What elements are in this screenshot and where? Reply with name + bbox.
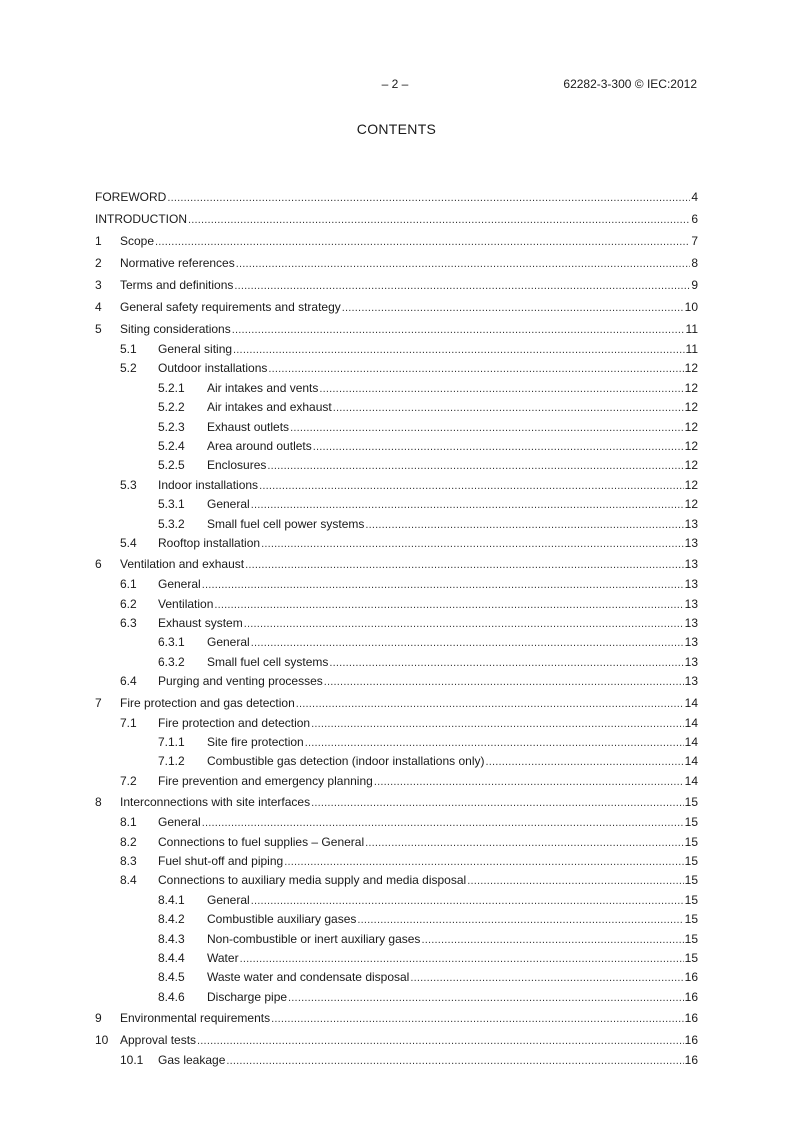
toc-dot-leader bbox=[259, 477, 684, 496]
toc-entry-page: 11 bbox=[685, 342, 698, 356]
toc-dot-leader bbox=[202, 814, 684, 833]
toc-entry-number: 8.2 bbox=[120, 834, 137, 849]
toc-entry[interactable] bbox=[95, 733, 698, 752]
toc-dot-leader bbox=[284, 853, 683, 872]
standard-identifier: 62282-3-300 © IEC:2012 bbox=[563, 77, 697, 91]
toc-dot-leader bbox=[467, 872, 683, 891]
toc-dot-leader bbox=[485, 753, 683, 772]
toc-dot-leader bbox=[244, 615, 684, 634]
toc-entry-label: INTRODUCTION bbox=[95, 212, 187, 226]
toc-entry-page: 13 bbox=[684, 596, 698, 611]
toc-entry-page: 16 bbox=[684, 1053, 698, 1068]
toc-entry-label: FOREWORD bbox=[95, 190, 167, 204]
toc-entry-page: 15 bbox=[684, 834, 698, 849]
toc-entry-label: Connections to fuel supplies – General bbox=[158, 834, 365, 849]
toc-entry-label: Fire prevention and emergency planning bbox=[158, 773, 373, 788]
toc-entry-number: 8.4 bbox=[120, 873, 137, 888]
toc-entry-number: 5.2.1 bbox=[158, 380, 185, 395]
toc-dot-leader bbox=[268, 360, 683, 379]
toc-entry[interactable] bbox=[95, 418, 698, 437]
toc-entry-label: Combustible auxiliary gases bbox=[207, 912, 357, 927]
toc-entry-number: 7.1.1 bbox=[158, 735, 185, 750]
toc-dot-leader bbox=[365, 834, 684, 853]
toc-entry[interactable] bbox=[95, 595, 698, 614]
toc-dot-leader bbox=[233, 341, 684, 360]
toc-dot-leader bbox=[251, 496, 684, 515]
toc-entry-number: 5.1 bbox=[120, 342, 137, 356]
toc-entry[interactable] bbox=[95, 340, 698, 359]
toc-entry-label: Fire protection and detection bbox=[158, 715, 311, 730]
toc-entry-page: 15 bbox=[684, 931, 698, 946]
toc-dot-leader bbox=[261, 535, 684, 554]
toc-entry-number: 5.3.2 bbox=[158, 516, 185, 531]
toc-entry-number: 2 bbox=[95, 256, 102, 270]
toc-entry-page: 13 bbox=[684, 577, 698, 592]
toc-entry-page: 10 bbox=[684, 300, 698, 314]
toc-entry-label: General siting bbox=[158, 342, 233, 356]
toc-entry-label: Terms and definitions bbox=[120, 278, 234, 292]
toc-entry-number: 8.4.5 bbox=[158, 970, 185, 985]
toc-entry-label: Ventilation bbox=[158, 596, 214, 611]
toc-entry[interactable] bbox=[95, 871, 698, 890]
toc-entry-page: 13 bbox=[684, 535, 698, 550]
toc-dot-leader bbox=[188, 209, 690, 231]
toc-entry-label: Area around outlets bbox=[207, 438, 312, 453]
toc-entry-number: 8.4.1 bbox=[158, 892, 185, 907]
toc-entry-number: 10 bbox=[95, 1033, 109, 1048]
toc-entry[interactable] bbox=[95, 930, 698, 949]
toc-entry-label: Approval tests bbox=[120, 1033, 197, 1048]
toc-entry-page: 12 bbox=[684, 419, 698, 434]
toc-entry-number: 5.3.1 bbox=[158, 497, 185, 512]
toc-entry-label: Site fire protection bbox=[207, 735, 304, 750]
toc-entry[interactable] bbox=[95, 891, 698, 910]
toc-entry-label: Air intakes and exhaust bbox=[207, 400, 332, 415]
toc-entry[interactable] bbox=[95, 633, 698, 652]
toc-dot-leader bbox=[288, 989, 684, 1008]
toc-entry-label: Fuel shut-off and piping bbox=[158, 853, 284, 868]
toc-entry-page: 4 bbox=[691, 190, 698, 204]
toc-entry-page: 13 bbox=[684, 635, 698, 650]
toc-entry-page: 12 bbox=[684, 380, 698, 395]
toc-entry-number: 8.4.2 bbox=[158, 912, 185, 927]
toc-entry-page: 14 bbox=[684, 773, 698, 788]
toc-entry-page: 12 bbox=[684, 361, 698, 376]
toc-dot-leader bbox=[342, 297, 684, 319]
toc-entry[interactable] bbox=[95, 296, 698, 318]
toc-entry[interactable] bbox=[95, 714, 698, 733]
toc-entry-label: General safety requirements and strategy bbox=[120, 300, 341, 314]
toc-dot-leader bbox=[155, 231, 690, 253]
toc-entry-number: 5.2.2 bbox=[158, 400, 185, 415]
toc-entry-label: General bbox=[207, 497, 250, 512]
toc-entry[interactable] bbox=[95, 791, 698, 813]
toc-entry[interactable] bbox=[95, 988, 698, 1007]
toc-dot-leader bbox=[421, 931, 683, 950]
toc-entry[interactable] bbox=[95, 813, 698, 832]
toc-entry[interactable] bbox=[95, 949, 698, 968]
toc-entry-label: General bbox=[158, 815, 201, 830]
toc-entry-page: 15 bbox=[684, 950, 698, 965]
toc-entry-page: 13 bbox=[684, 654, 698, 669]
toc-entry[interactable] bbox=[95, 186, 698, 208]
toc-entry-page: 14 bbox=[684, 735, 698, 750]
toc-entry-number: 7.1.2 bbox=[158, 754, 185, 769]
toc-dot-leader bbox=[374, 773, 684, 792]
toc-entry[interactable] bbox=[95, 495, 698, 514]
toc-dot-leader bbox=[245, 554, 684, 576]
toc-entry-number: 8 bbox=[95, 795, 102, 810]
table-of-contents bbox=[95, 186, 698, 1071]
toc-entry-label: Enclosures bbox=[207, 458, 267, 473]
toc-dot-leader bbox=[333, 399, 684, 418]
toc-entry-number: 3 bbox=[95, 278, 102, 292]
toc-entry-number: 6.1 bbox=[120, 577, 137, 592]
toc-entry-label: Fire protection and gas detection bbox=[120, 695, 295, 710]
toc-entry[interactable] bbox=[95, 476, 698, 495]
toc-entry-page: 16 bbox=[684, 1011, 698, 1026]
toc-dot-leader bbox=[296, 693, 684, 715]
toc-entry-number: 5 bbox=[95, 322, 102, 336]
toc-entry-page: 9 bbox=[691, 278, 698, 292]
toc-entry-page: 12 bbox=[684, 497, 698, 512]
toc-entry-number: 7.2 bbox=[120, 773, 137, 788]
toc-dot-leader bbox=[267, 457, 683, 476]
toc-dot-leader bbox=[357, 911, 683, 930]
toc-entry-page: 13 bbox=[684, 557, 698, 572]
toc-dot-leader bbox=[305, 734, 684, 753]
toc-entry-number: 8.3 bbox=[120, 853, 137, 868]
toc-entry-number: 6.3 bbox=[120, 616, 137, 631]
toc-entry[interactable] bbox=[95, 515, 698, 534]
toc-entry-page: 14 bbox=[684, 715, 698, 730]
page-title: CONTENTS bbox=[356, 121, 437, 137]
toc-entry-page: 8 bbox=[691, 256, 698, 270]
toc-entry-label: Exhaust system bbox=[158, 616, 243, 631]
toc-entry[interactable] bbox=[95, 1051, 698, 1070]
toc-entry-page: 15 bbox=[684, 912, 698, 927]
toc-entry-label: Non-combustible or inert auxiliary gases bbox=[207, 931, 421, 946]
toc-entry-number: 5.2 bbox=[120, 361, 137, 376]
toc-entry-page: 15 bbox=[684, 853, 698, 868]
toc-dot-leader bbox=[251, 634, 684, 653]
toc-entry-page: 12 bbox=[684, 438, 698, 453]
toc-entry-number: 5.2.3 bbox=[158, 419, 185, 434]
toc-entry-page: 15 bbox=[684, 873, 698, 888]
toc-entry-number: 9 bbox=[95, 1011, 102, 1026]
toc-dot-leader bbox=[167, 187, 690, 209]
toc-entry-label: Purging and venting processes bbox=[158, 674, 323, 689]
toc-dot-leader bbox=[236, 253, 691, 275]
toc-entry[interactable] bbox=[95, 833, 698, 852]
toc-dot-leader bbox=[311, 715, 684, 734]
toc-entry-number: 8.4.6 bbox=[158, 989, 185, 1004]
toc-entry-label: Small fuel cell power systems bbox=[207, 516, 365, 531]
toc-entry-page: 13 bbox=[684, 616, 698, 631]
toc-entry-number: 4 bbox=[95, 300, 102, 314]
toc-dot-leader bbox=[240, 950, 684, 969]
toc-dot-leader bbox=[410, 969, 683, 988]
toc-entry-page: 6 bbox=[691, 212, 698, 226]
toc-entry-label: Discharge pipe bbox=[207, 989, 288, 1004]
toc-entry-number: 5.3 bbox=[120, 477, 137, 492]
toc-entry[interactable] bbox=[95, 852, 698, 871]
toc-entry-label: Rooftop installation bbox=[158, 535, 261, 550]
toc-entry[interactable] bbox=[95, 437, 698, 456]
toc-entry[interactable] bbox=[95, 318, 698, 340]
toc-entry-number: 7 bbox=[95, 695, 102, 710]
toc-dot-leader bbox=[313, 438, 684, 457]
toc-entry-label: Scope bbox=[120, 234, 155, 248]
toc-entry-label: Interconnections with site interfaces bbox=[120, 795, 311, 810]
toc-entry[interactable] bbox=[95, 252, 698, 274]
toc-entry-page: 14 bbox=[684, 754, 698, 769]
toc-entry[interactable] bbox=[95, 575, 698, 594]
toc-dot-leader bbox=[197, 1030, 684, 1052]
toc-entry-number: 1 bbox=[95, 234, 102, 248]
toc-entry-label: Waste water and condensate disposal bbox=[207, 970, 410, 985]
toc-entry[interactable] bbox=[95, 672, 698, 691]
toc-dot-leader bbox=[251, 892, 684, 911]
toc-dot-leader bbox=[319, 380, 683, 399]
toc-entry[interactable] bbox=[95, 379, 698, 398]
page-number: – 2 – bbox=[381, 77, 409, 91]
toc-entry-label: Connections to auxiliary media supply and media disposal bbox=[158, 873, 467, 888]
toc-dot-leader bbox=[271, 1008, 684, 1030]
toc-entry-number: 5.4 bbox=[120, 535, 137, 550]
toc-entry-page: 13 bbox=[684, 516, 698, 531]
toc-entry-page: 14 bbox=[684, 695, 698, 710]
toc-entry-label: Normative references bbox=[120, 256, 235, 270]
toc-entry-page: 12 bbox=[684, 458, 698, 473]
toc-dot-leader bbox=[290, 419, 684, 438]
toc-entry[interactable] bbox=[95, 614, 698, 633]
toc-entry[interactable] bbox=[95, 359, 698, 378]
toc-entry[interactable] bbox=[95, 752, 698, 771]
toc-entry[interactable] bbox=[95, 398, 698, 417]
toc-dot-leader bbox=[365, 516, 683, 535]
toc-entry-number: 8.4.3 bbox=[158, 931, 185, 946]
toc-entry-page: 7 bbox=[691, 234, 698, 248]
toc-entry[interactable] bbox=[95, 534, 698, 553]
toc-entry-page: 13 bbox=[684, 674, 698, 689]
toc-entry[interactable] bbox=[95, 553, 698, 575]
toc-entry[interactable] bbox=[95, 692, 698, 714]
toc-entry[interactable] bbox=[95, 1029, 698, 1051]
toc-entry-page: 16 bbox=[684, 989, 698, 1004]
toc-entry-page: 11 bbox=[685, 322, 698, 336]
toc-entry[interactable] bbox=[95, 910, 698, 929]
toc-entry-number: 6 bbox=[95, 557, 102, 572]
toc-entry-label: Outdoor installations bbox=[158, 361, 268, 376]
toc-entry-page: 12 bbox=[684, 400, 698, 415]
toc-dot-leader bbox=[226, 1052, 683, 1071]
toc-entry-number: 5.2.4 bbox=[158, 438, 185, 453]
toc-entry[interactable] bbox=[95, 968, 698, 987]
toc-entry[interactable] bbox=[95, 230, 698, 252]
toc-entry-label: Siting considerations bbox=[120, 322, 231, 336]
toc-entry[interactable] bbox=[95, 274, 698, 296]
toc-entry-page: 16 bbox=[684, 1033, 698, 1048]
toc-entry-number: 10.1 bbox=[120, 1053, 144, 1068]
toc-entry-label: Air intakes and vents bbox=[207, 380, 319, 395]
toc-entry-page: 12 bbox=[684, 477, 698, 492]
toc-entry-label: General bbox=[207, 892, 250, 907]
toc-dot-leader bbox=[234, 275, 690, 297]
toc-entry-number: 6.3.1 bbox=[158, 635, 185, 650]
toc-dot-leader bbox=[329, 654, 683, 673]
toc-entry-number: 6.2 bbox=[120, 596, 137, 611]
toc-dot-leader bbox=[232, 319, 685, 341]
toc-entry-page: 15 bbox=[684, 815, 698, 830]
toc-entry[interactable] bbox=[95, 772, 698, 791]
toc-entry-label: Gas leakage bbox=[158, 1053, 226, 1068]
toc-dot-leader bbox=[214, 596, 683, 615]
toc-entry-label: Small fuel cell systems bbox=[207, 654, 329, 669]
toc-entry-page: 16 bbox=[684, 970, 698, 985]
toc-entry-number: 5.2.5 bbox=[158, 458, 185, 473]
toc-entry-number: 6.3.2 bbox=[158, 654, 185, 669]
toc-entry-page: 15 bbox=[684, 892, 698, 907]
toc-dot-leader bbox=[311, 792, 684, 814]
toc-entry-label: Combustible gas detection (indoor installations only) bbox=[207, 754, 485, 769]
toc-entry-number: 6.4 bbox=[120, 674, 137, 689]
toc-entry[interactable] bbox=[95, 1007, 698, 1029]
toc-entry-page: 15 bbox=[684, 795, 698, 810]
toc-entry-number: 8.4.4 bbox=[158, 950, 185, 965]
toc-entry-label: Water bbox=[207, 950, 239, 965]
toc-entry-number: 7.1 bbox=[120, 715, 137, 730]
toc-entry-label: Exhaust outlets bbox=[207, 419, 290, 434]
toc-entry-label: Environmental requirements bbox=[120, 1011, 271, 1026]
toc-entry[interactable] bbox=[95, 456, 698, 475]
toc-entry-label: Ventilation and exhaust bbox=[120, 557, 245, 572]
toc-entry[interactable] bbox=[95, 208, 698, 230]
toc-dot-leader bbox=[202, 576, 684, 595]
toc-entry[interactable] bbox=[95, 653, 698, 672]
toc-entry-number: 8.1 bbox=[120, 815, 137, 830]
toc-entry-label: General bbox=[158, 577, 201, 592]
toc-dot-leader bbox=[324, 673, 684, 692]
toc-entry-label: General bbox=[207, 635, 250, 650]
toc-entry-label: Indoor installations bbox=[158, 477, 259, 492]
